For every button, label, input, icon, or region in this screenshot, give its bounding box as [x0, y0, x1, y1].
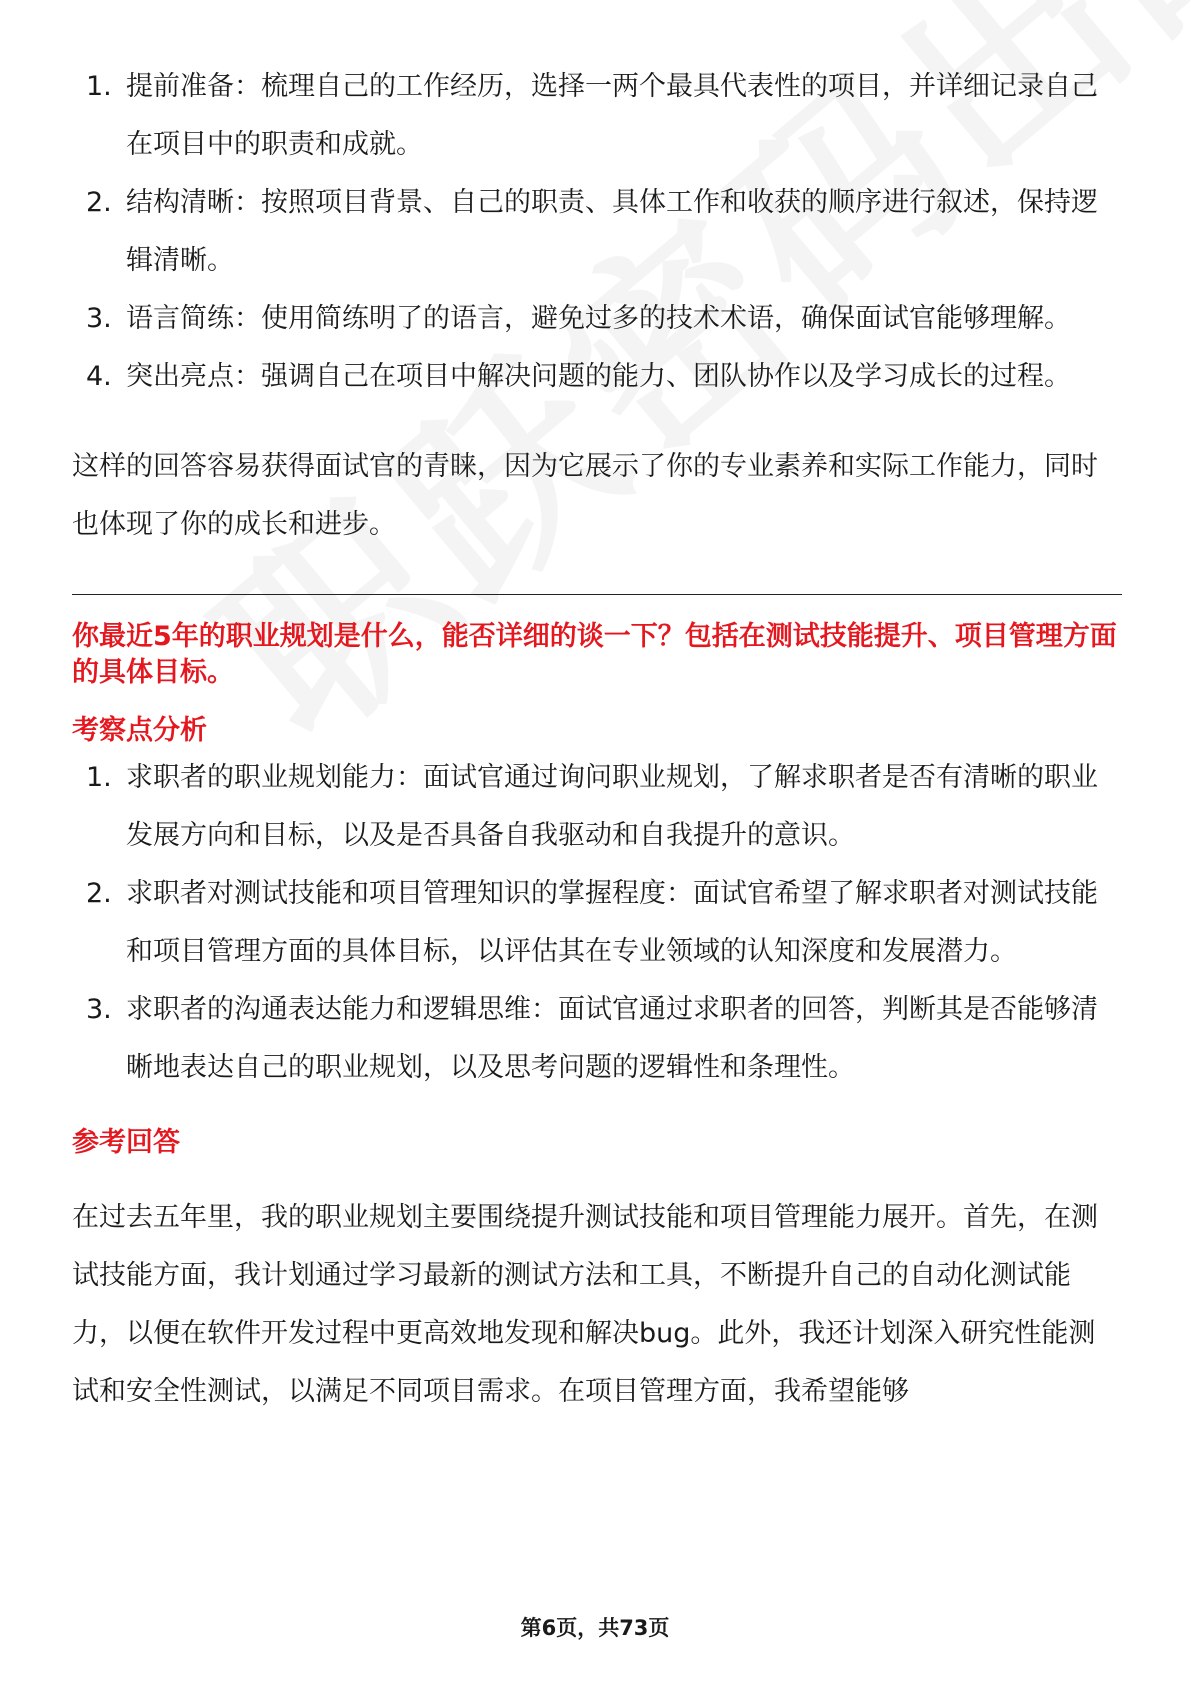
list-item: [72, 58, 1122, 174]
reference-heading: 参考回答: [72, 1127, 180, 1158]
list-text: 提前准备：梳理自己的工作经历，选择一两个最具代表性的项目，并详细记录自己在项目中的职责和成就。: [126, 71, 1098, 160]
analysis-heading: 考察点分析: [72, 715, 207, 746]
list-text: 突出亮点：强调自己在项目中解决问题的能力、团队协作以及学习成长的过程。: [126, 361, 1071, 392]
list-number: 3.: [86, 303, 112, 334]
list-text: 求职者的沟通表达能力和逻辑思维：面试官通过求职者的回答，判断其是否能够清晰地表达自己的职业规划，以及思考问题的逻辑性和条理性。: [126, 994, 1098, 1083]
list-number: 4.: [86, 361, 112, 392]
interview-question: 你最近5年的职业规划是什么，能否详细的谈一下？包括在测试技能提升、项目管理方面的具体目标。: [72, 621, 1117, 688]
analysis-list: [72, 749, 1122, 1097]
reference-answer: 在过去五年里，我的职业规划主要围绕提升测试技能和项目管理能力展开。首先，在测试技能方面，我计划通过学习最新的测试方法和工具，不断提升自己的自动化测试能力，以便在软件开发过程中更高效地发现和解决bug。此外，我还计划深入研究性能测试和安全性测试，以满足不同项目需求。在项目管理方面，我希望能够: [72, 1202, 1098, 1407]
list-number: 1.: [86, 762, 112, 793]
list-item: [72, 290, 1122, 348]
list-text: 语言简练：使用简练明了的语言，避免过多的技术术语，确保面试官能够理解。: [126, 303, 1071, 334]
list-item: [72, 749, 1122, 865]
summary-paragraph: 这样的回答容易获得面试官的青睐，因为它展示了你的专业素养和实际工作能力，同时也体现了你的成长和进步。: [72, 451, 1098, 540]
section-divider: [72, 594, 1122, 595]
list-number: 2.: [86, 878, 112, 909]
list-number: 1.: [86, 71, 112, 102]
list-item: [72, 981, 1122, 1097]
list-number: 3.: [86, 994, 112, 1025]
list-number: 2.: [86, 187, 112, 218]
list-item: [72, 174, 1122, 290]
list-text: 结构清晰：按照项目背景、自己的职责、具体工作和收获的顺序进行叙述，保持逻辑清晰。: [126, 187, 1098, 276]
list-item: [72, 865, 1122, 981]
list-item: [72, 348, 1122, 406]
tips-list: [72, 58, 1122, 406]
list-text: 求职者的职业规划能力：面试官通过询问职业规划，了解求职者是否有清晰的职业发展方向和目标，以及是否具备自我驱动和自我提升的意识。: [126, 762, 1098, 851]
page-number: 第6页，共73页: [520, 1616, 670, 1640]
list-text: 求职者对测试技能和项目管理知识的掌握程度：面试官希望了解求职者对测试技能和项目管理方面的具体目标，以评估其在专业领域的认知深度和发展潜力。: [126, 878, 1098, 967]
page-content: [72, 58, 1122, 1421]
